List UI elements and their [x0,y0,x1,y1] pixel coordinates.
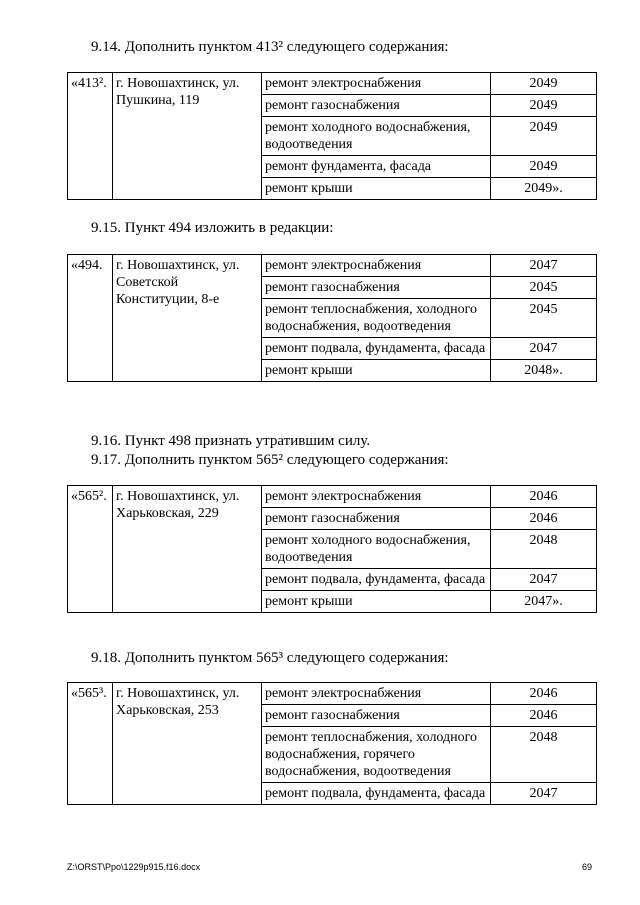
year-cell: 2049 [491,117,597,156]
section-heading: 9.18. Дополнить пунктом 565³ следующего содержания: [91,650,449,666]
work-cell: ремонт подвала, фундамента, фасада [262,783,491,805]
work-cell: ремонт крыши [262,178,491,200]
year-cell: 2047 [491,783,597,805]
footer-file-path: Z:\ORST\Ppo\1229p915.f16.docx [67,862,201,872]
year-cell: 2046 [491,683,597,705]
item-number: «565². [68,486,113,613]
work-cell: ремонт подвала, фундамента, фасада [262,338,491,360]
work-cell: ремонт газоснабжения [262,508,491,530]
item-number: «413². [68,73,113,200]
work-cell: ремонт крыши [262,360,491,382]
table-row [68,73,597,95]
work-cell: ремонт холодного водоснабжения, водоотведения [262,117,491,156]
work-cell: ремонт теплоснабжения, холодного водоснабжения, горячего водоснабжения, водоотведения [262,727,491,783]
section-heading: 9.14. Дополнить пунктом 413² следующего содержания: [91,39,449,55]
year-cell: 2047 [491,255,597,277]
year-cell: 2045 [491,299,597,338]
page-number: 69 [582,862,593,872]
address-cell: г. Новошахтинск, ул. Пушкина, 119 [113,73,262,200]
repair-table [67,254,597,382]
year-cell: 2048 [491,530,597,569]
work-cell: ремонт газоснабжения [262,705,491,727]
work-cell: ремонт крыши [262,591,491,613]
address-cell: г. Новошахтинск, ул. Харьковская, 253 [113,683,262,805]
table-row [68,683,597,705]
year-cell: 2049 [491,95,597,117]
year-cell: 2049 [491,73,597,95]
year-cell: 2049 [491,156,597,178]
year-cell: 2047 [491,569,597,591]
work-cell: ремонт электроснабжения [262,255,491,277]
work-cell: ремонт подвала, фундамента, фасада [262,569,491,591]
work-cell: ремонт газоснабжения [262,277,491,299]
section-heading: 9.17. Дополнить пунктом 565² следующего содержания: [91,452,449,468]
section-heading: 9.16. Пункт 498 признать утратившим силу. [91,433,371,449]
year-cell: 2048». [491,360,597,382]
year-cell: 2047 [491,338,597,360]
repair-table [67,682,597,805]
work-cell: ремонт электроснабжения [262,486,491,508]
repair-table [67,485,597,613]
work-cell: ремонт фундамента, фасада [262,156,491,178]
year-cell: 2045 [491,277,597,299]
table-row [68,486,597,508]
year-cell: 2046 [491,508,597,530]
year-cell: 2047». [491,591,597,613]
item-number: «494. [68,255,113,382]
repair-table [67,72,597,200]
table-row [68,255,597,277]
work-cell: ремонт холодного водоснабжения, водоотведения [262,530,491,569]
year-cell: 2048 [491,727,597,783]
year-cell: 2046 [491,705,597,727]
item-number: «565³. [68,683,113,805]
work-cell: ремонт теплоснабжения, холодного водоснабжения, водоотведения [262,299,491,338]
section-heading: 9.15. Пункт 494 изложить в редакции: [91,220,334,236]
year-cell: 2049». [491,178,597,200]
address-cell: г. Новошахтинск, ул. Харьковская, 229 [113,486,262,613]
work-cell: ремонт газоснабжения [262,95,491,117]
work-cell: ремонт электроснабжения [262,73,491,95]
year-cell: 2046 [491,486,597,508]
address-cell: г. Новошахтинск, ул. Советской Конституции, 8-е [113,255,262,382]
work-cell: ремонт электроснабжения [262,683,491,705]
